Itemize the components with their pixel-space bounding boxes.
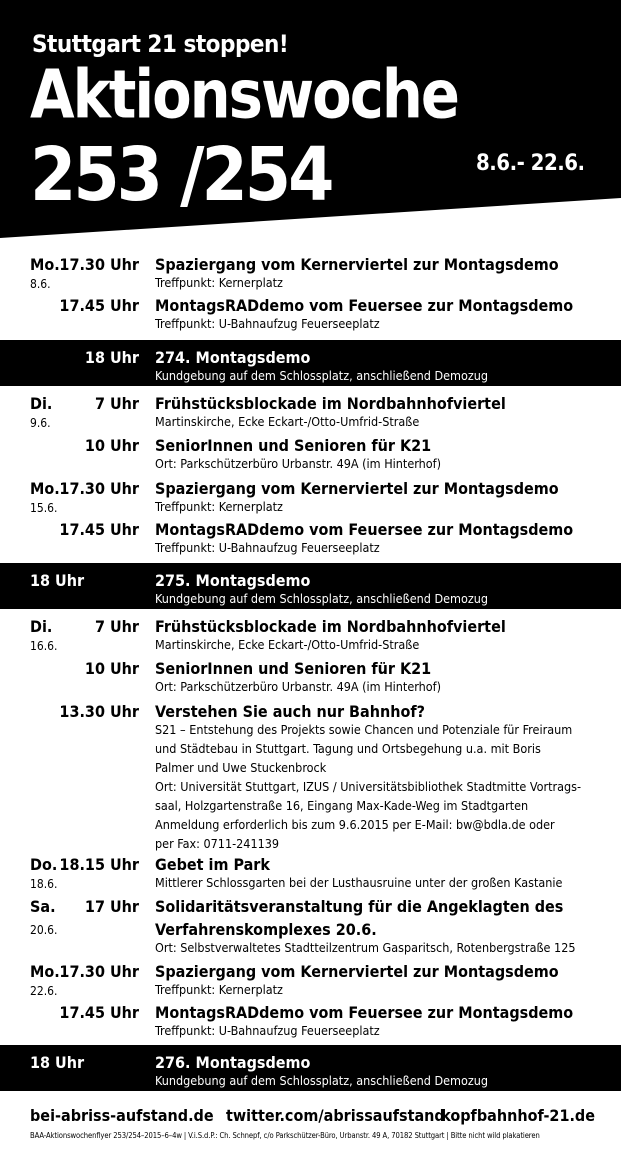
montagsdemo-bar xyxy=(0,563,621,609)
event-time: 13.30 Uhr xyxy=(59,702,139,721)
header xyxy=(0,0,621,238)
event-sub: Kundgebung auf dem Schlossplatz, anschließend Demozug xyxy=(155,1073,489,1088)
event-day: Di. xyxy=(30,394,53,413)
event-sub: Kundgebung auf dem Schlossplatz, anschließend Demozug xyxy=(155,591,489,606)
event-date: 20.6. xyxy=(30,923,58,937)
imprint: BAA-Aktionswochenflyer 253/254–2015–6–4w | V.i.S.d.P.: Ch. Schnepf, c/o Parkschützer-Büro, Urbanstr. 49 A, 70182 Stuttgart | Bitte nicht wild plakatieren xyxy=(30,1131,540,1140)
event-title: SeniorInnen und Senioren für K21 xyxy=(155,659,432,678)
event-title: 274. Montagsdemo xyxy=(155,348,311,367)
event-title: Spaziergang vom Kernerviertel zur Montagsdemo xyxy=(155,255,559,274)
event-sub: und Städtebau in Stuttgart. Tagung und Ortsbegehung u.a. mit Boris xyxy=(155,741,541,756)
event-date: 22.6. xyxy=(30,984,58,998)
event-title: 276. Montagsdemo xyxy=(155,1053,311,1072)
event-time: 7 Uhr xyxy=(94,617,139,636)
event-sub: Palmer und Uwe Stuckenbrock xyxy=(155,760,327,775)
event-sub: Ort: Selbstverwaltetes Stadtteilzentrum Gasparitsch, Rotenbergstraße 125 xyxy=(155,940,576,955)
event-date: 15.6. xyxy=(30,501,58,515)
event-time: 17.45 Uhr xyxy=(59,296,139,315)
event-date: 9.6. xyxy=(30,416,51,430)
header-number: 253 /254 xyxy=(30,132,332,218)
event-time: 17.30 Uhr xyxy=(59,479,139,498)
event-day: Do. xyxy=(30,855,58,874)
header-title: Aktionswoche xyxy=(30,56,458,135)
event-sub: Kundgebung auf dem Schlossplatz, anschließend Demozug xyxy=(155,368,489,383)
event-sub: Mittlerer Schlossgarten bei der Lusthausruine unter der großen Kastanie xyxy=(155,875,563,890)
event-title: Verstehen Sie auch nur Bahnhof? xyxy=(155,702,425,721)
event-title: MontagsRADdemo vom Feuersee zur Montagsdemo xyxy=(155,296,574,315)
event-day: Sa. xyxy=(30,897,56,916)
event-date: 18.6. xyxy=(30,877,58,891)
event-time: 18.15 Uhr xyxy=(59,855,139,874)
montagsdemo-bar xyxy=(0,340,621,386)
event-sub: Ort: Parkschützerbüro Urbanstr. 49A (im Hinterhof) xyxy=(155,679,441,694)
link-bei-abriss-aufstand[interactable]: bei-abriss-aufstand.de xyxy=(30,1106,214,1125)
header-dates: 8.6.- 22.6. xyxy=(476,151,585,176)
event-day: Mo. xyxy=(30,479,60,498)
event-title: SeniorInnen und Senioren für K21 xyxy=(155,436,432,455)
event-sub: Anmeldung erforderlich bis zum 9.6.2015 per E-Mail: bw@bdla.de oder xyxy=(155,817,555,832)
event-title: Verfahrenskomplexes 20.6. xyxy=(155,920,377,939)
event-title: Gebet im Park xyxy=(155,855,270,874)
event-title: 275. Montagsdemo xyxy=(155,571,311,590)
event-time: 17.45 Uhr xyxy=(59,520,139,539)
event-sub: Treffpunkt: Kernerplatz xyxy=(155,499,283,514)
event-date: 16.6. xyxy=(30,639,58,653)
event-sub: S21 – Entstehung des Projekts sowie Chancen und Potenziale für Freiraum xyxy=(155,722,573,737)
event-time: 7 Uhr xyxy=(94,394,139,413)
event-time: 17 Uhr xyxy=(84,897,139,916)
event-sub: per Fax: 0711-241139 xyxy=(155,836,280,851)
event-title: Frühstücksblockade im Nordbahnhofviertel xyxy=(155,617,506,636)
event-title: Solidaritätsveranstaltung für die Angeklagten des xyxy=(155,897,564,916)
link-twitter[interactable]: twitter.com/abrissaufstand xyxy=(226,1106,445,1125)
event-sub: Ort: Parkschützerbüro Urbanstr. 49A (im Hinterhof) xyxy=(155,456,441,471)
event-sub: Treffpunkt: Kernerplatz xyxy=(155,275,283,290)
event-title: Frühstücksblockade im Nordbahnhofviertel xyxy=(155,394,506,413)
event-sub: Ort: Universität Stuttgart, IZUS / Universitätsbibliothek Stadtmitte Vortrags- xyxy=(155,779,582,794)
event-sub: Martinskirche, Ecke Eckart-/Otto-Umfrid-Straße xyxy=(155,414,420,429)
event-sub: Treffpunkt: U-Bahnaufzug Feuerseeplatz xyxy=(155,1023,380,1038)
header-kicker: Stuttgart 21 stoppen! xyxy=(32,30,289,58)
event-time: 10 Uhr xyxy=(84,436,139,455)
link-kopfbahnhof[interactable]: kopfbahnhof-21.de xyxy=(441,1106,595,1125)
event-time: 10 Uhr xyxy=(84,659,139,678)
event-time: 17.30 Uhr xyxy=(59,255,139,274)
event-sub: Treffpunkt: U-Bahnaufzug Feuerseeplatz xyxy=(155,540,380,555)
event-time: 18 Uhr xyxy=(30,1053,85,1072)
event-day: Mo. xyxy=(30,255,60,274)
event-title: Spaziergang vom Kernerviertel zur Montagsdemo xyxy=(155,479,559,498)
event-title: MontagsRADdemo vom Feuersee zur Montagsdemo xyxy=(155,520,574,539)
montagsdemo-bar xyxy=(0,1045,621,1091)
event-title: MontagsRADdemo vom Feuersee zur Montagsdemo xyxy=(155,1003,574,1022)
event-sub: Treffpunkt: Kernerplatz xyxy=(155,982,283,997)
event-day: Di. xyxy=(30,617,53,636)
event-sub: saal, Holzgartenstraße 16, Eingang Max-Kade-Weg im Stadtgarten xyxy=(155,798,529,813)
event-title: Spaziergang vom Kernerviertel zur Montagsdemo xyxy=(155,962,559,981)
event-date: 8.6. xyxy=(30,277,51,291)
event-sub: Treffpunkt: U-Bahnaufzug Feuerseeplatz xyxy=(155,316,380,331)
event-time: 17.45 Uhr xyxy=(59,1003,139,1022)
event-time: 17.30 Uhr xyxy=(59,962,139,981)
event-time: 18 Uhr xyxy=(30,571,85,590)
event-time: 18 Uhr xyxy=(84,348,139,367)
event-sub: Martinskirche, Ecke Eckart-/Otto-Umfrid-Straße xyxy=(155,637,420,652)
event-day: Mo. xyxy=(30,962,60,981)
